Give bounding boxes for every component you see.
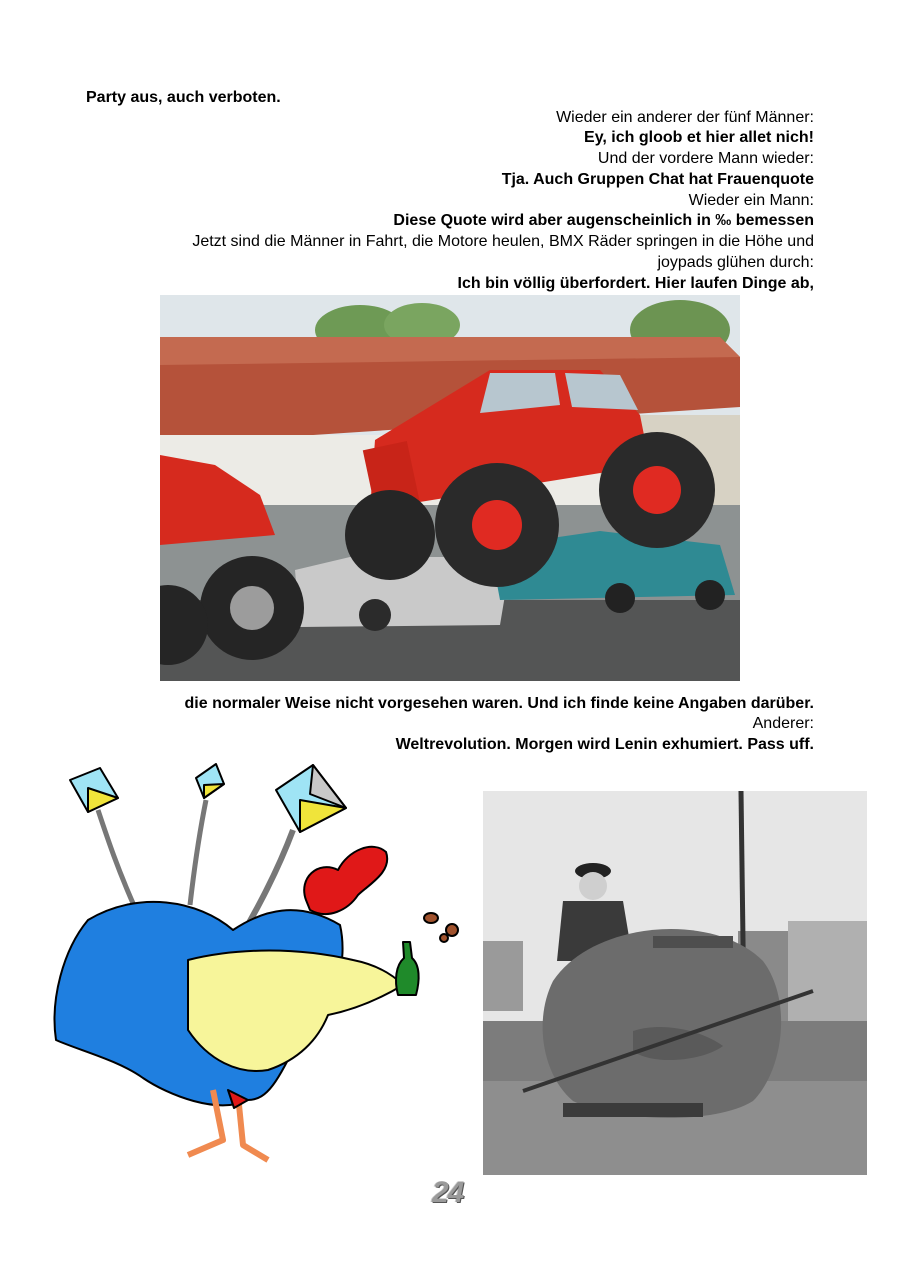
text-line: Ich bin völlig überfordert. Hier laufen Dinge ab, — [457, 275, 814, 292]
text-line: Und der vordere Mann wieder: — [597, 150, 814, 167]
text-line: Party aus, auch verboten. — [86, 89, 281, 106]
lenin-head-photo — [483, 791, 867, 1175]
text-line: Jetzt sind die Männer in Fahrt, die Motore heulen, BMX Räder springen in die Höhe und — [192, 233, 814, 250]
rooster-cartoon — [48, 760, 480, 1175]
text-line: Weltrevolution. Morgen wird Lenin exhumiert. Pass uff. — [395, 736, 814, 753]
page-number: 24 — [432, 1176, 464, 1209]
text-line: Diese Quote wird aber augenscheinlich in ‰ bemessen — [393, 212, 814, 229]
text-line: die normaler Weise nicht vorgesehen waren. Und ich finde keine Angaben darüber. — [184, 695, 814, 712]
text-line: Tja. Auch Gruppen Chat hat Frauenquote — [501, 171, 814, 188]
monster-truck-photo — [160, 295, 740, 681]
text-line: Wieder ein Mann: — [688, 192, 814, 209]
text-line: Ey, ich gloob et hier allet nich! — [584, 129, 814, 146]
text-line: joypads glühen durch: — [657, 254, 814, 271]
text-line: Anderer: — [752, 715, 814, 732]
text-line: Wieder ein anderer der fünf Männer: — [556, 109, 814, 126]
